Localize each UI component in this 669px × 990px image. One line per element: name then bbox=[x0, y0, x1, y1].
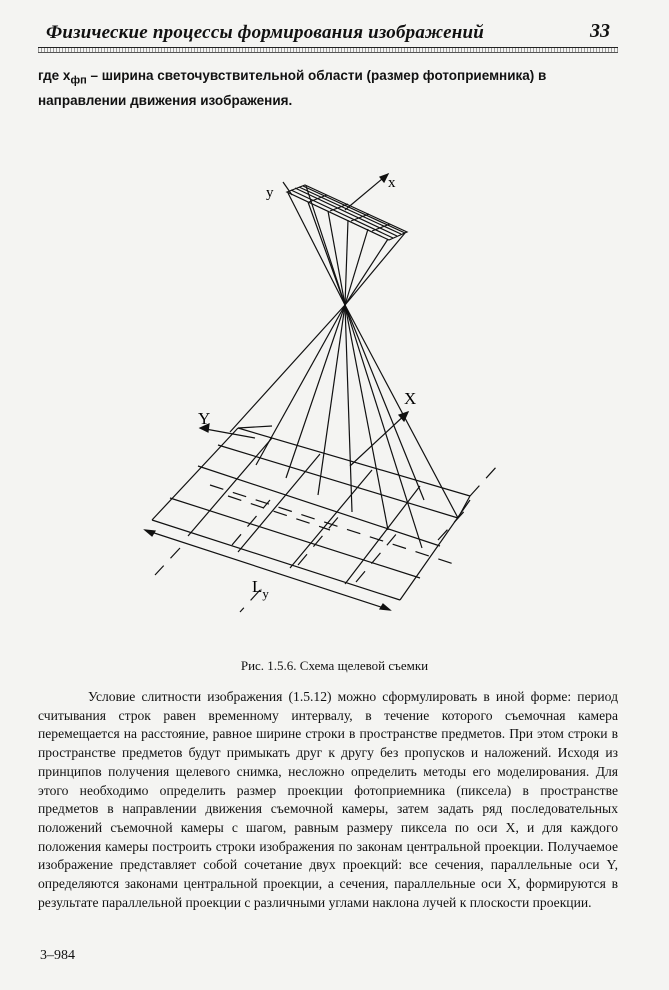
label-sensor-x: x bbox=[388, 175, 396, 191]
label-ground-X: X bbox=[404, 389, 417, 408]
label-sensor-y: y bbox=[266, 185, 274, 201]
label-L: L bbox=[252, 577, 263, 596]
body-paragraph: Условие слитности изображения (1.5.12) можно сформулировать в иной форме: период считывания строк равен временному интервалу, в течение которого съемочная камера перемещается на расстояние, равное ширине строки в пространстве предметов. При этом строки в пространстве предметов будут примыкать друг к другу без пропусков и наложений. Исходя из принципов получения щелевого снимка, несложно определить методы его моделирования. Для этого необходимо определить размер проекции фотоприемника (пиксела) в пространстве предметов в направлении движения съемочной камеры, затем задать ряд последовательных положений съемочной камеры с шагом, равным размеру пиксела по оси X, и для каждого положения камеры построить строки изображения по законам центральной проекции. Получаемое изображение представляет собой сочетание двух проекций: все сечения, параллельные оси Y, определяются законами центральной проекции, а сечения, параллельные оси X, формируются в результате параллельной проекции с различными углами наклона лучей к плоскости проекции. bbox=[38, 689, 618, 910]
sensor-y-axis bbox=[283, 182, 292, 195]
signature-mark: 3–984 bbox=[40, 948, 75, 963]
label-ground-Y: Y bbox=[198, 409, 211, 428]
label-Ly bbox=[252, 577, 269, 601]
page-number: 33 bbox=[590, 20, 610, 42]
running-head bbox=[38, 18, 618, 46]
ground-grid bbox=[152, 426, 470, 600]
header-rule bbox=[38, 47, 618, 53]
top-paragraph bbox=[38, 66, 618, 110]
running-head-title: Физические процессы формирования изображений bbox=[46, 22, 484, 43]
top-text-prefix: где x bbox=[38, 68, 71, 83]
slit-scan-diagram bbox=[130, 165, 510, 615]
figure-caption: Рис. 1.5.6. Схема щелевой съемки bbox=[240, 658, 429, 673]
dashed-lines bbox=[155, 465, 498, 612]
top-text-rest: – ширина светочувствительной области (размер фотоприемника) в направлении движения изображения. bbox=[38, 68, 547, 108]
top-text-subscript: фп bbox=[70, 74, 87, 87]
body-text bbox=[38, 688, 618, 912]
label-L-sub: y bbox=[262, 586, 269, 601]
